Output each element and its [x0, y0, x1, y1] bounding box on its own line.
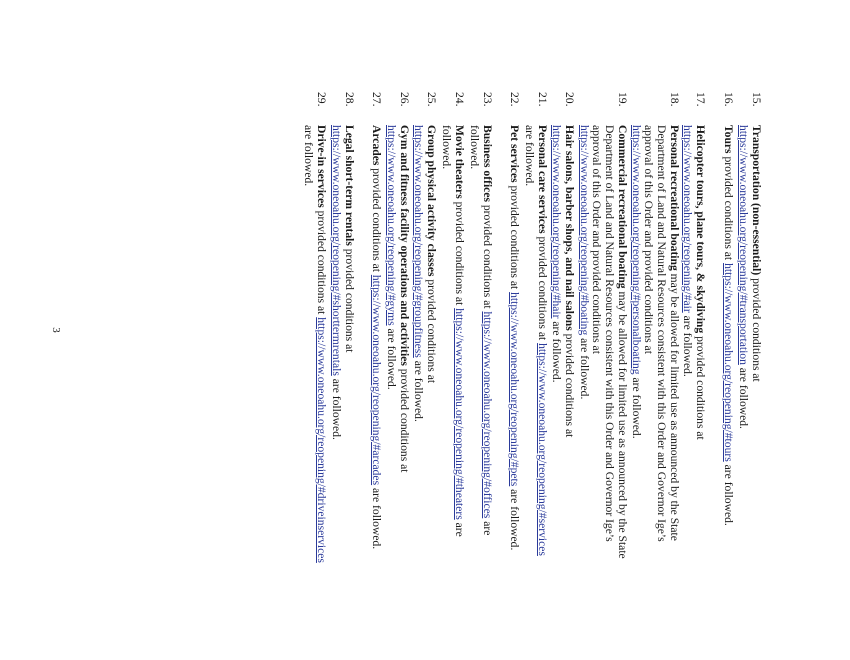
item-body-end: are followed. — [440, 125, 466, 537]
item-link[interactable]: https://www.oneoahu.org/reopening/#gyms — [385, 125, 399, 326]
item-link[interactable]: https://www.oneoahu.org/reopening/#air — [681, 125, 695, 313]
item-body: provided conditions at — [508, 182, 521, 293]
item-text — [680, 125, 706, 565]
item-heading: Gym and fitness facility operations and activities — [398, 125, 411, 366]
item-number: 19. — [616, 92, 629, 107]
item-number: 23. — [481, 92, 494, 107]
item-heading: Drive-in services — [315, 125, 328, 208]
item-text — [384, 125, 410, 565]
item-body-end: are followed. — [722, 461, 735, 526]
item-heading: Tours — [722, 125, 735, 154]
item-body: provided conditions at — [694, 333, 707, 440]
item-number: 17. — [694, 92, 707, 107]
item-heading: Legal short-term rentals — [343, 125, 356, 246]
item-body: provided conditions at — [481, 201, 494, 312]
item-heading: Helicopter tours, plane tours, & skydiving — [694, 125, 707, 334]
item-heading: Commercial recreational boating — [616, 125, 629, 289]
item-body-end: are followed. — [681, 312, 695, 377]
item-heading: Pet services — [508, 125, 521, 183]
item-heading: Arcades — [370, 125, 383, 166]
item-body-end: are followed. — [370, 485, 383, 550]
item-text — [369, 125, 382, 565]
item-text — [629, 125, 680, 565]
item-link[interactable]: https://www.oneoahu.org/reopening/#offices — [481, 311, 494, 519]
item-heading: Transportation (non-essential) — [750, 125, 763, 276]
item-text — [411, 125, 437, 565]
item-heading: Movie theaters — [453, 125, 466, 199]
item-text — [721, 125, 734, 565]
item-link[interactable]: https://www.oneoahu.org/reopening/#services — [536, 343, 549, 556]
item-heading: Business offices — [481, 125, 494, 202]
item-number: 21. — [536, 92, 549, 107]
item-heading: Personal recreational boating — [668, 125, 681, 271]
item-link[interactable]: https://www.oneoahu.org/reopening/#arcades — [370, 274, 383, 486]
item-text — [522, 125, 548, 565]
item-link[interactable]: https://www.oneoahu.org/reopening/#transportation — [737, 125, 751, 365]
item-link[interactable]: https://www.oneoahu.org/reopening/#boating — [577, 125, 591, 336]
item-body: provided conditions at — [315, 207, 328, 318]
item-number: 27. — [370, 92, 383, 107]
item-body: provided conditions at — [370, 165, 383, 275]
item-text — [736, 125, 762, 565]
item-heading: Group physical activity classes — [425, 125, 438, 277]
item-body-end: are followed. — [508, 486, 521, 551]
item-body-end: are followed. — [385, 325, 399, 390]
item-body-end: are followed. — [577, 335, 591, 400]
item-number: 29. — [315, 92, 328, 107]
item-number: 18. — [668, 92, 681, 107]
item-link[interactable]: https://www.oneoahu.org/reopening/#shorttermrentals — [330, 125, 344, 376]
item-link[interactable]: https://www.oneoahu.org/reopening/#personalboating — [629, 125, 643, 375]
item-text — [507, 125, 520, 565]
item-heading: Hair salons, barber shops, and nail salons — [563, 125, 576, 331]
item-number: 20. — [563, 92, 576, 107]
item-body-end: are followed. — [629, 374, 643, 439]
item-body: provided conditions at — [722, 153, 735, 264]
item-body: provided conditions at — [425, 276, 438, 384]
item-number: 24. — [453, 92, 466, 107]
item-body: may be allowed for limited use as announced by the State Department of Land and Natural Resources consistent with this Order and Governor Ige’s approval of this Order and provided conditions at — [590, 125, 629, 559]
item-link[interactable]: https://www.oneoahu.org/reopening/#pets — [508, 292, 521, 487]
item-body: provided conditions at — [536, 233, 549, 344]
item-number: 16. — [722, 92, 735, 107]
item-text — [577, 125, 628, 565]
item-body-end: are followed. — [523, 125, 537, 187]
item-link[interactable]: https://www.oneoahu.org/reopening/#driveinservices — [315, 317, 328, 563]
item-link[interactable]: https://www.oneoahu.org/reopening/#groupfitness — [412, 125, 426, 358]
item-link[interactable]: https://www.oneoahu.org/reopening/#tours — [722, 263, 735, 462]
item-number: 26. — [398, 92, 411, 107]
item-body: provided conditions at — [398, 365, 411, 473]
item-number: 28. — [343, 92, 356, 107]
item-body-end: are followed. — [330, 375, 344, 440]
item-link[interactable]: https://www.oneoahu.org/reopening/#theaters — [453, 308, 466, 520]
item-body-end: are followed. — [550, 318, 564, 383]
item-body: provided conditions at — [343, 245, 356, 353]
item-body: provided conditions at — [750, 275, 763, 382]
item-body-end: are followed. — [302, 125, 316, 187]
item-text — [439, 125, 465, 565]
item-heading: Personal care services — [536, 125, 549, 234]
page-number: 3 — [50, 327, 62, 333]
item-body: may be allowed for limited use as announced by the State Department of Land and Natural Resources consistent with this Order and Governor Ige’s approval of this Order and provided conditions at — [642, 125, 681, 542]
item-body: provided conditions at — [563, 330, 576, 438]
item-text — [301, 125, 327, 565]
item-body-end: are followed. — [468, 125, 494, 536]
item-number: 22. — [508, 92, 521, 107]
item-link[interactable]: https://www.oneoahu.org/reopening/#hair — [550, 125, 564, 319]
item-body-end: are followed. — [737, 364, 751, 429]
item-text — [549, 125, 575, 565]
item-number: 25. — [425, 92, 438, 107]
item-text — [467, 125, 493, 565]
item-body-end: are followed. — [412, 357, 426, 422]
item-text — [329, 125, 355, 565]
item-number: 15. — [750, 92, 763, 107]
item-body: provided conditions at — [453, 198, 466, 309]
